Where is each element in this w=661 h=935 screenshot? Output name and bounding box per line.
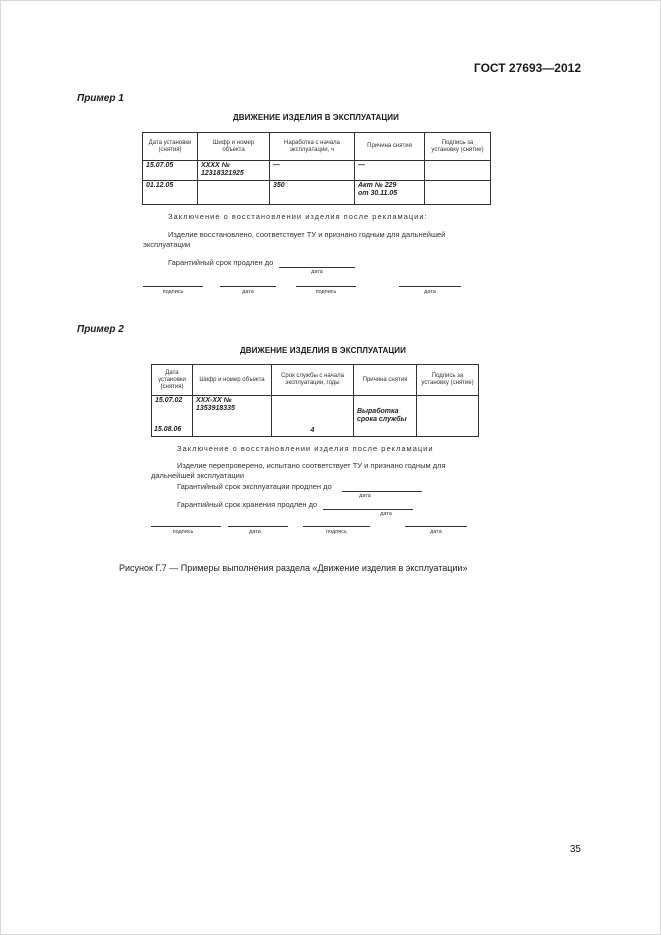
signature-caption: подпись [162,289,184,295]
code-cell: XXXX № 12318321925 [198,161,270,181]
table-row [143,161,491,181]
header-cell: Подпись за установку (снятие) [425,133,491,161]
header-cell: Подпись за установку (снятие) [417,365,479,396]
date-cell: 15.07.05 [143,161,198,181]
warranty-storage-date-line [323,509,413,510]
reason-cell: — [355,161,425,181]
date-caption: дата [380,511,392,517]
standard-number: ГОСТ 27693—2012 [473,61,581,75]
header-cell: Причина снятия [355,133,425,161]
hours-cell: 350 [270,181,355,205]
header-cell: Дата установки (снятия) [152,365,193,396]
example-2-table-title: ДВИЖЕНИЕ ИЗДЕЛИЯ В ЭКСПЛУАТАЦИИ [240,346,406,355]
table-row [143,181,491,205]
example-2-conclusion-text: Изделие перепроверено, испытано соответствует ТУ и признано годным для дальнейшей эксплуатации [151,461,446,480]
date-line [399,286,461,287]
removal-date: 15.08.06 [154,426,182,433]
signature-line [151,526,221,527]
signature-cell [425,181,491,205]
code-cell: XXX-XX № 1353918335 [193,396,272,437]
reason-cell: Акт № 229 от 30.11.05 [355,181,425,205]
example-2-table [151,364,479,437]
example-2-label: Пример 2 [77,324,124,335]
date-caption: дата [242,289,254,295]
example-1-label: Пример 1 [77,93,124,104]
example-2-warranty-service-text: Гарантийный срок эксплуатации продлен до [177,482,332,491]
years-cell: 4 [272,396,354,437]
header-cell: Шифр и номер объекта [193,365,272,396]
example-1-table-title: ДВИЖЕНИЕ ИЗДЕЛИЯ В ЭКСПЛУАТАЦИИ [233,113,399,122]
reason-cell: Выработка срока службы [354,396,417,437]
header-cell: Шифр и номер объекта [198,133,270,161]
signature-caption: подпись [315,289,337,295]
date-line [220,286,276,287]
install-date: 15.07.02 [155,397,183,404]
example-1-warranty-text: Гарантийный срок продлен до [168,258,274,267]
signature-cell [425,161,491,181]
warranty-date-line [279,267,355,268]
example-1-conclusion-title: Заключение о восстановлении изделия после рекламации: [168,212,428,221]
table-row [152,396,479,437]
example-1-table [142,132,491,205]
signature-line [143,286,203,287]
date-line [405,526,467,527]
figure-caption: Рисунок Г.7 — Примеры выполнения раздела «Движение изделия в эксплуатации» [119,563,468,573]
date-line [228,526,288,527]
date-cell [152,396,193,437]
warranty-service-date-line [342,491,422,492]
page-number: 35 [569,844,581,855]
signature-line [303,526,370,527]
signature-cell [417,396,479,437]
date-caption: дата [424,289,436,295]
date-caption: дата [359,493,371,499]
header-cell: Срок службы с начала эксплуатации, годы [272,365,354,396]
date-cell: 01.12.05 [143,181,198,205]
code-cell [198,181,270,205]
header-cell: Дата установки (снятия) [143,133,198,161]
example-2-conclusion-title: Заключение о восстановлении изделия после рекламации [177,444,434,453]
header-cell: Причина снятия [354,365,417,396]
date-caption: дата [430,529,442,535]
signature-line [296,286,356,287]
example-2-warranty-storage-text: Гарантийный срок хранения продлен до [177,500,318,509]
date-caption: дата [249,529,261,535]
signature-caption: подпись [172,529,194,535]
header-cell: Наработка с начала эксплуатации, ч [270,133,355,161]
hours-cell: — [270,161,355,181]
date-caption: дата [311,269,323,275]
signature-caption: подпись [326,529,347,535]
example-1-conclusion-text: Изделие восстановлено, соответствует ТУ и признано годным для дальнейшей эксплуатации [143,230,446,249]
